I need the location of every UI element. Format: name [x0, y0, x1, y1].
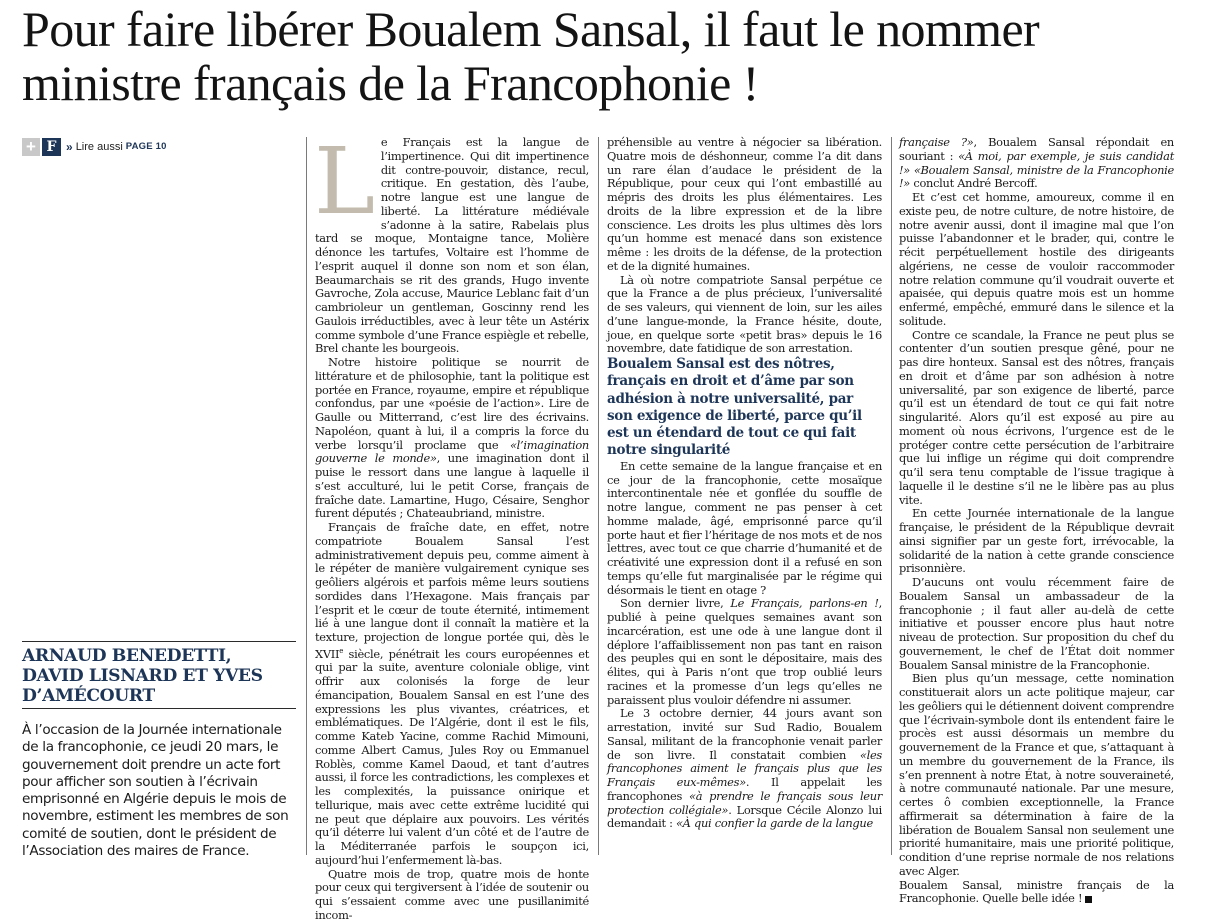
see-also-reference[interactable]	[22, 137, 167, 156]
article-paragraph: Là où notre compatriote Sansal perpétue ce que la France a de plus précieux, l’universalité de ses valeurs, qui viennent de loin, sur les ailes d’une langue-monde, la France hésite, doute, joue, en quelque sorte «petit bras» depuis le 16 novembre, date fatidique de son arrestation.	[607, 272, 882, 356]
drop-cap: L	[314, 128, 375, 235]
authors-top-rule	[22, 641, 296, 642]
article-column-3	[899, 136, 1174, 906]
article-authors: ARNAUD BENEDETTI, DAVID LISNARD ET YVES D’AMÉCOURT	[22, 646, 263, 706]
reference-page-link[interactable]: PAGE 10	[125, 141, 167, 152]
reference-arrow: »	[66, 139, 73, 154]
article-headline: Pour faire libérer Boualem Sansal, il faut le nommer ministre français de la Francophonie !	[22, 1, 1040, 111]
end-of-article-icon	[1085, 896, 1092, 903]
reference-label: Lire aussi	[75, 140, 123, 153]
article-column-2	[607, 136, 882, 831]
article-paragraph: Boualem Sansal, ministre français de la Francophonie. Quelle belle idée !	[899, 877, 1174, 906]
article-paragraph: En cette semaine de la langue française et en ce jour de la francophonie, cette mosaïque intercontinentale née et gonflée du souffle de notre langue, comment ne pas penser à cet homme malade, âgé, emprisonné parce qu’il porte haut et fier l’héritage de nos mots et de nos lettres, avec tout ce que charrie d’humanité et de créativité une expression dont il a refusé en son temps qu’elle fut marginalisée par le régime qui désormais le tient en otage ?	[607, 458, 882, 597]
column-divider	[891, 137, 892, 855]
book-title: Le Français, parlons-en !	[730, 596, 879, 611]
pull-quote: Boualem Sansal est des nôtres, français en droit et d’âme par son adhésion à notre universalité, par son exigence de liberté, parce qu’il est un étendard de tout ce qui fait notre singularité	[607, 356, 862, 459]
column-divider	[598, 137, 599, 855]
article-paragraph: Et c’est cet homme, amoureux, comme il en existe peu, de notre culture, de notre histoire, de notre avenir aussi, dont il imagine mal que l’on puisse l’abandonner et le brader, qui, contre le récit perpétuellement hostile des dirigeants algériens, ne cesse de vouloir raccommoder notre relation commune qu’il voudrait ouverte et apaisée, qui depuis quatre mois est un homme enfermé, empêché, emmuré dans le silence et la solitude.	[899, 190, 1174, 328]
article-paragraph: Notre histoire politique se nourrit de littérature et de philosophie, tant la politique est portée en France, royaume, empire et république confondus, par une «poésie de l’action». Lire de Gaulle ou Mitterrand, c’est lire des écrivains. Napoléon, quant à lui, il a compris la force du verbe lorsqu’il proclame que «l’imagination gouverne le monde», une imagination dont il puise le ressort dans une langue à laquelle il s’est acculturé, lui le petit Corse, français de fraîche date. Lamartine, Hugo, Césaire, Senghor furent députés ; Chateaubriand, ministre.	[315, 355, 590, 521]
figaro-f-icon: F	[42, 138, 61, 156]
article-paragraph: En cette Journée internationale de la langue française, le président de la République devrait ainsi signifier par un geste fort, irrévocable, la solidarité de la nation à cette grande conscience prisonnière.	[899, 506, 1174, 576]
article-paragraph: française ?», Boualem Sansal répondait en souriant : «À moi, par exemple, je suis candidat !» «Boualem Sansal, ministre de la Francophonie !» conclut André Bercoff.	[899, 135, 1174, 191]
article-paragraph: préhensible au ventre à négocier sa libération. Quatre mois de déshonneur, comme l’a dit dans un rare élan d’audace le président de la République, pour ceux qui l’ont embastillé au mépris des droits les plus élémentaires. Les droits de la libre expression et de la libre conscience. Les droits les plus ultimes dès lors qu’un homme est menacé dans son existence même : les droits de la défense, de la protection et de la dignité humaines.	[607, 135, 882, 273]
article-paragraph: D’aucuns ont voulu récemment faire de Boualem Sansal un ambassadeur de la francophonie ; il faut aller au-delà de cette initiative et pousser encore plus haut notre niveau de protection. Sur proposition du chef du gouvernement, le chef de l’État doit nommer Boualem Sansal ministre de la Francophonie.	[899, 575, 1174, 672]
article-standfirst: À l’occasion de la Journée internationale de la francophonie, ce jeudi 20 mars, le gouvernement doit prendre un acte fort pour afficher son soutien à l’écrivain emprisonné en Algérie depuis le mois de novembre, estiment les membres de son comité de soutien, dont le président de l’Association des maires de France.	[22, 722, 289, 860]
article-paragraph: Le 3 octobre dernier, 44 jours avant son arrestation, invité sur Sud Radio, Boualem Sansal, militant de la francophonie venait parler de son livre. Il constatait combien «les francophones aiment le français plus que les Français eux-mêmes». Il appelait les francophones «à prendre le français sous leur protection collégiale». Lorsque Cécile Alonzo lui demandait : «À qui confier la garde de la langue	[607, 706, 883, 831]
plus-icon[interactable]: +	[22, 138, 40, 156]
quote: «l’imagination gouverne le monde»	[315, 437, 589, 466]
article-paragraph: Quatre mois de trop, quatre mois de honte pour ceux qui tergiversent à l’idée de soutenir ou qui s’essaient comme avec une pusillanimité incom-	[315, 866, 589, 922]
article-column-1	[314, 128, 590, 923]
article-paragraph: Son dernier livre, Le Français, parlons-en !, publié à peine quelques semaines avant son incarcération, est une ode à une langue dont il déplore l’affaiblissement non pas tant en raison des peuples qui en sont le dépositaire, mais des élites, qui à Paris n’ont que trop oublié leurs racines et la promesse d’un legs qu’elles ne paraissent plus vouloir défendre ni assumer.	[607, 596, 882, 707]
article-paragraph: Français de fraîche date, en effet, notre compatriote Boualem Sansal l’est administrativement depuis peu, comme aiment à le répéter de manière vulgairement cynique ses geôliers algérois et parfois même leurs soutiens sordides dans l’Hexagone. Mais français par l’esprit et le cœur de toute éternité, intimement lié à une langue dont il connaît la matière et la texture, projection de longue portée qui, dès le XVIIe siècle, pénétrait les cours européennes et qui par la suite, aventure coloniale oblige, vint offrir aux colonisés la forge de leur émancipation, Boualem Sansal en est l’une des expressions les plus vivantes, créatrices, et emblématiques. De l’Algérie, dont il est le fils, comme Kateb Yacine, comme Rachid Mimouni, comme Albert Camus, Jules Roy ou Emmanuel Roblès, comme Kamel Daoud, et tant d’autres aussi, il force les contradictions, les complexes et les complexités, la puissance onirique et tellurique, mais avec cette extrême lucidité qui ne peut que déplaire aux pouvoirs. Les vérités qu’il déterre lui valent d’un côté et de l’autre de la Méditerranée parfois le soupçon ici, aujourd’hui l’enfermement là-bas.	[315, 520, 589, 867]
authors-bottom-rule	[22, 708, 296, 709]
column-divider	[306, 137, 307, 855]
article-paragraph: Contre ce scandale, la France ne peut plus se contenter d’un soutien presque gêné, pour ne pas dire honteux. Sansal est des nôtres, français en droit et d’âme par son adhésion à notre universalité, par son exigence de liberté, parce qu’il est un étendard de tout ce qui fait notre singularité. Alors qu’il est exposé au pire au moment où nous écrivons, l’urgence est de le protéger contre cette persécution de l’arbitraire que lui inflige un régime qui doit comprendre qu’il sera tenu comptable de l’issue tragique à laquelle il le destine s’il ne le libère pas au plus vite.	[899, 327, 1174, 507]
article-paragraph: Le Français est la langue de l’impertinence. Qui dit impertinence dit contre-pouvoir, distance, recul, critique. En gestation, dès l’aube, notre langue est une langue de liberté. La littérature médiévale s’adonne à la satire, Rabelais plus tard se moque, Montaigne tance, Molière dénonce les tartufes, Voltaire est l’homme de l’esprit auquel il donne son nom et son élan, Beaumarchais se rit des grands, Hugo invente Gavroche, Zola accuse, Maurice Leblanc fait d’un cambrioleur un gentleman, Goscinny rend les Gaulois irréductibles, avec à leur tête un Astérix comme symbole d’une France espiègle et rebelle, Brel chante les bourgeois.	[314, 128, 589, 356]
article-paragraph: Bien plus qu’un message, cette nomination constituerait alors un acte politique majeur, car les geôliers qui le détiennent doivent comprendre que l’écrivain-symbole dont ils entendent faire le procès est aussi désormais un membre du gouvernement de la France et que, s’attaquant à un membre du gouvernement de la France, ils s’en prennent à notre État, à notre souveraineté, à notre communauté nationale. Par une mesure, certes ô combien exceptionnelle, la France affirmerait sa détermination à faire de la libération de Boualem Sansal non seulement une priorité humanitaire, mais une priorité politique, condition d’une reprise normale de nos relations avec Alger.	[899, 671, 1174, 878]
